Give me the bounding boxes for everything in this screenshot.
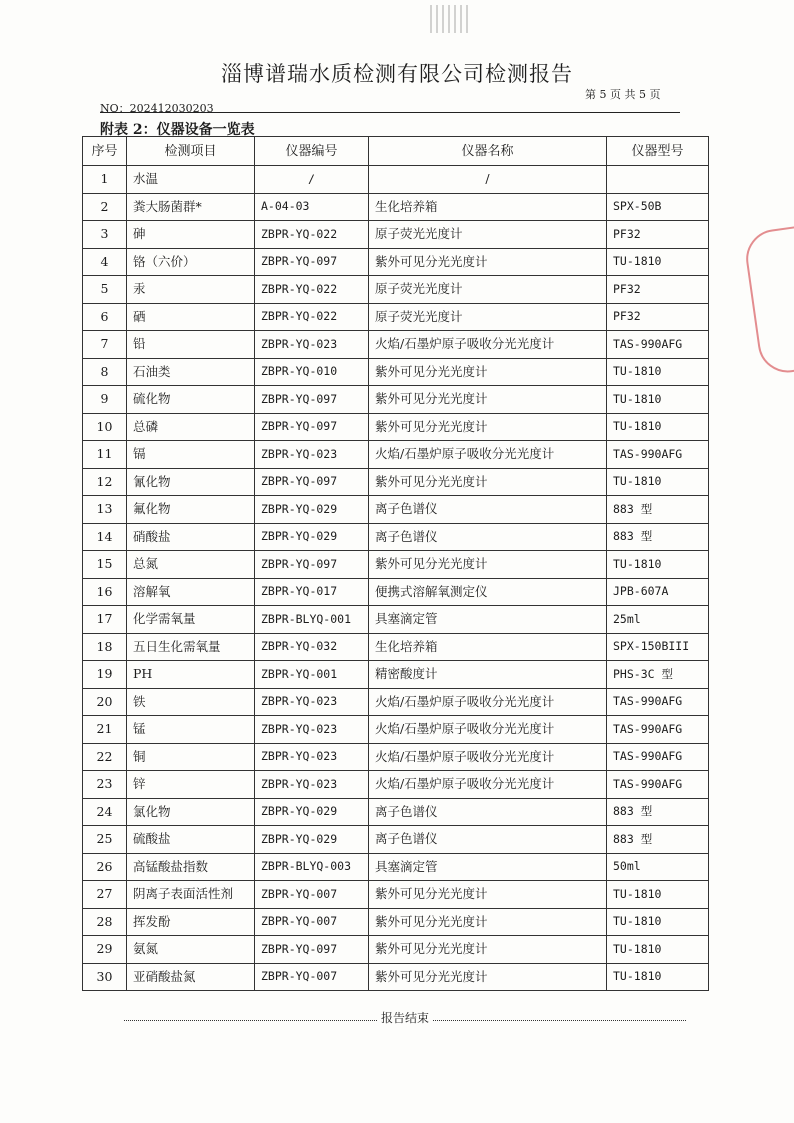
- cell-seq: 22: [83, 743, 127, 771]
- cell-test-item: 汞: [127, 276, 255, 304]
- cell-instrument-model: PF32: [607, 276, 709, 304]
- cell-instrument-name: 具塞滴定管: [369, 606, 607, 634]
- cell-seq: 27: [83, 881, 127, 909]
- cell-test-item: 砷: [127, 221, 255, 249]
- cell-instrument-model: TU-1810: [607, 248, 709, 276]
- cell-test-item: 硫酸盐: [127, 826, 255, 854]
- cell-instrument-model: 883 型: [607, 523, 709, 551]
- cell-test-item: 硝酸盐: [127, 523, 255, 551]
- cell-seq: 23: [83, 771, 127, 799]
- cell-seq: 7: [83, 331, 127, 359]
- table-row: [83, 606, 709, 634]
- cell-seq: 30: [83, 963, 127, 991]
- cell-instrument-code: ZBPR-YQ-097: [255, 413, 369, 441]
- table-row: [83, 248, 709, 276]
- cell-seq: 25: [83, 826, 127, 854]
- table-row: [83, 963, 709, 991]
- cell-instrument-name: 原子荧光光度计: [369, 276, 607, 304]
- cell-instrument-model: TU-1810: [607, 908, 709, 936]
- table-row: [83, 193, 709, 221]
- cell-instrument-model: TU-1810: [607, 413, 709, 441]
- cell-test-item: 铜: [127, 743, 255, 771]
- cell-seq: 14: [83, 523, 127, 551]
- cell-instrument-code: ZBPR-YQ-001: [255, 661, 369, 689]
- table-row: [83, 276, 709, 304]
- cell-instrument-model: TAS-990AFG: [607, 771, 709, 799]
- cell-seq: 9: [83, 386, 127, 414]
- cell-instrument-model: SPX-50B: [607, 193, 709, 221]
- cell-instrument-code: ZBPR-YQ-029: [255, 798, 369, 826]
- cell-instrument-code: ZBPR-YQ-029: [255, 523, 369, 551]
- cell-instrument-code: ZBPR-YQ-097: [255, 386, 369, 414]
- cell-test-item: 氰化物: [127, 468, 255, 496]
- cell-seq: 24: [83, 798, 127, 826]
- cell-instrument-model: [607, 166, 709, 194]
- table-row: [83, 853, 709, 881]
- cell-seq: 19: [83, 661, 127, 689]
- cell-instrument-code: ZBPR-YQ-022: [255, 303, 369, 331]
- cell-instrument-name: 离子色谱仪: [369, 798, 607, 826]
- cell-test-item: 锌: [127, 771, 255, 799]
- cell-seq: 21: [83, 716, 127, 744]
- table-row: [83, 633, 709, 661]
- cell-instrument-code: /: [255, 166, 369, 194]
- report-end-text: 报告结束: [381, 1011, 430, 1025]
- cell-test-item: 铬（六价）: [127, 248, 255, 276]
- table-row: [83, 166, 709, 194]
- cell-test-item: 溶解氧: [127, 578, 255, 606]
- dotted-leader-right: [433, 1014, 686, 1021]
- table-row: [83, 688, 709, 716]
- cell-test-item: 锰: [127, 716, 255, 744]
- table-row: [83, 881, 709, 909]
- cell-instrument-code: ZBPR-YQ-023: [255, 441, 369, 469]
- table-row: [83, 221, 709, 249]
- cell-seq: 6: [83, 303, 127, 331]
- table-row: [83, 826, 709, 854]
- cell-instrument-name: 紫外可见分光光度计: [369, 386, 607, 414]
- cell-instrument-name: 紫外可见分光光度计: [369, 358, 607, 386]
- cell-instrument-name: 离子色谱仪: [369, 496, 607, 524]
- table-row: [83, 661, 709, 689]
- cell-seq: 16: [83, 578, 127, 606]
- cell-instrument-code: ZBPR-YQ-097: [255, 551, 369, 579]
- cell-test-item: 硫化物: [127, 386, 255, 414]
- cell-test-item: 水温: [127, 166, 255, 194]
- col-header-seq: 序号: [83, 137, 127, 166]
- cell-instrument-code: ZBPR-YQ-007: [255, 908, 369, 936]
- cell-instrument-model: TAS-990AFG: [607, 688, 709, 716]
- cell-instrument-model: 883 型: [607, 496, 709, 524]
- cell-instrument-code: A-04-03: [255, 193, 369, 221]
- cell-instrument-name: 火焰/石墨炉原子吸收分光光度计: [369, 688, 607, 716]
- cell-seq: 29: [83, 936, 127, 964]
- cell-instrument-model: TAS-990AFG: [607, 716, 709, 744]
- cell-seq: 1: [83, 166, 127, 194]
- cell-seq: 5: [83, 276, 127, 304]
- cell-test-item: 高锰酸盐指数: [127, 853, 255, 881]
- cell-instrument-code: ZBPR-YQ-010: [255, 358, 369, 386]
- cell-instrument-code: ZBPR-YQ-023: [255, 716, 369, 744]
- table-row: [83, 523, 709, 551]
- cell-instrument-model: TAS-990AFG: [607, 743, 709, 771]
- cell-instrument-name: 紫外可见分光光度计: [369, 908, 607, 936]
- cell-instrument-model: PF32: [607, 303, 709, 331]
- cell-instrument-name: 具塞滴定管: [369, 853, 607, 881]
- cell-instrument-name: 紫外可见分光光度计: [369, 963, 607, 991]
- report-number: NO：202412030203: [100, 102, 214, 115]
- cell-test-item: 镉: [127, 441, 255, 469]
- cell-instrument-model: 883 型: [607, 826, 709, 854]
- cell-instrument-model: TU-1810: [607, 881, 709, 909]
- table-row: [83, 936, 709, 964]
- cell-instrument-code: ZBPR-YQ-029: [255, 826, 369, 854]
- cell-instrument-code: ZBPR-YQ-007: [255, 963, 369, 991]
- col-header-model: 仪器型号: [607, 137, 709, 166]
- cell-seq: 15: [83, 551, 127, 579]
- cell-instrument-model: TU-1810: [607, 936, 709, 964]
- cell-instrument-name: 紫外可见分光光度计: [369, 551, 607, 579]
- cell-instrument-code: ZBPR-YQ-097: [255, 936, 369, 964]
- cell-instrument-name: 紫外可见分光光度计: [369, 881, 607, 909]
- table-row: [83, 743, 709, 771]
- cell-test-item: 粪大肠菌群*: [127, 193, 255, 221]
- cell-instrument-code: ZBPR-YQ-032: [255, 633, 369, 661]
- cell-test-item: 化学需氧量: [127, 606, 255, 634]
- cell-instrument-name: 原子荧光光度计: [369, 221, 607, 249]
- table-row: [83, 358, 709, 386]
- cell-instrument-name: 离子色谱仪: [369, 826, 607, 854]
- cell-instrument-name: 火焰/石墨炉原子吸收分光光度计: [369, 331, 607, 359]
- cell-seq: 10: [83, 413, 127, 441]
- cell-instrument-code: ZBPR-YQ-022: [255, 221, 369, 249]
- cell-test-item: 铁: [127, 688, 255, 716]
- cell-instrument-model: 50ml: [607, 853, 709, 881]
- cell-seq: 3: [83, 221, 127, 249]
- cell-instrument-code: ZBPR-BLYQ-003: [255, 853, 369, 881]
- report-end-line: [120, 1009, 690, 1026]
- cell-instrument-name: 紫外可见分光光度计: [369, 413, 607, 441]
- table-row: [83, 331, 709, 359]
- cell-seq: 12: [83, 468, 127, 496]
- cell-test-item: 氟化物: [127, 496, 255, 524]
- cell-instrument-name: 便携式溶解氧测定仪: [369, 578, 607, 606]
- cell-instrument-code: ZBPR-YQ-023: [255, 743, 369, 771]
- cell-instrument-code: ZBPR-YQ-097: [255, 248, 369, 276]
- cell-instrument-name: 离子色谱仪: [369, 523, 607, 551]
- red-seal-stamp: [742, 224, 794, 377]
- table-row: [83, 386, 709, 414]
- cell-instrument-model: PF32: [607, 221, 709, 249]
- col-header-code: 仪器编号: [255, 137, 369, 166]
- cell-instrument-name: 紫外可见分光光度计: [369, 936, 607, 964]
- table-row: [83, 441, 709, 469]
- table-row: [83, 303, 709, 331]
- cell-instrument-model: TU-1810: [607, 386, 709, 414]
- cell-instrument-model: TU-1810: [607, 551, 709, 579]
- cell-instrument-name: 火焰/石墨炉原子吸收分光光度计: [369, 743, 607, 771]
- cell-instrument-name: 火焰/石墨炉原子吸收分光光度计: [369, 771, 607, 799]
- table-row: [83, 496, 709, 524]
- cell-instrument-model: TAS-990AFG: [607, 441, 709, 469]
- cell-test-item: 硒: [127, 303, 255, 331]
- dotted-leader-left: [124, 1014, 377, 1021]
- cell-test-item: PH: [127, 661, 255, 689]
- cell-instrument-name: 紫外可见分光光度计: [369, 248, 607, 276]
- instrument-table: [82, 136, 709, 991]
- cell-seq: 11: [83, 441, 127, 469]
- cell-instrument-name: 火焰/石墨炉原子吸收分光光度计: [369, 441, 607, 469]
- table-row: [83, 798, 709, 826]
- header-rule: [100, 112, 680, 113]
- cell-instrument-model: TU-1810: [607, 468, 709, 496]
- cell-seq: 26: [83, 853, 127, 881]
- table-row: [83, 578, 709, 606]
- cell-instrument-code: ZBPR-YQ-023: [255, 771, 369, 799]
- cell-test-item: 阴离子表面活性剂: [127, 881, 255, 909]
- table-row: [83, 716, 709, 744]
- scan-artifact: [430, 5, 470, 33]
- cell-instrument-code: ZBPR-YQ-017: [255, 578, 369, 606]
- cell-seq: 18: [83, 633, 127, 661]
- cell-instrument-name: 原子荧光光度计: [369, 303, 607, 331]
- cell-instrument-name: /: [369, 166, 607, 194]
- cell-instrument-name: 火焰/石墨炉原子吸收分光光度计: [369, 716, 607, 744]
- table-header-row: [83, 137, 709, 166]
- cell-instrument-code: ZBPR-BLYQ-001: [255, 606, 369, 634]
- cell-instrument-model: TAS-990AFG: [607, 331, 709, 359]
- cell-test-item: 氯化物: [127, 798, 255, 826]
- cell-seq: 2: [83, 193, 127, 221]
- table-row: [83, 413, 709, 441]
- cell-instrument-model: PHS-3C 型: [607, 661, 709, 689]
- cell-instrument-code: ZBPR-YQ-023: [255, 331, 369, 359]
- cell-test-item: 氨氮: [127, 936, 255, 964]
- table-row: [83, 468, 709, 496]
- cell-test-item: 亚硝酸盐氮: [127, 963, 255, 991]
- cell-test-item: 总氮: [127, 551, 255, 579]
- cell-instrument-code: ZBPR-YQ-097: [255, 468, 369, 496]
- cell-instrument-code: ZBPR-YQ-022: [255, 276, 369, 304]
- cell-test-item: 挥发酚: [127, 908, 255, 936]
- cell-test-item: 总磷: [127, 413, 255, 441]
- table-row: [83, 908, 709, 936]
- cell-test-item: 铅: [127, 331, 255, 359]
- col-header-item: 检测项目: [127, 137, 255, 166]
- cell-seq: 8: [83, 358, 127, 386]
- cell-seq: 13: [83, 496, 127, 524]
- cell-instrument-name: 紫外可见分光光度计: [369, 468, 607, 496]
- cell-instrument-model: TU-1810: [607, 963, 709, 991]
- cell-instrument-code: ZBPR-YQ-007: [255, 881, 369, 909]
- cell-instrument-name: 生化培养箱: [369, 633, 607, 661]
- table-body: [83, 166, 709, 991]
- cell-seq: 17: [83, 606, 127, 634]
- cell-instrument-model: JPB-607A: [607, 578, 709, 606]
- cell-instrument-model: 883 型: [607, 798, 709, 826]
- cell-instrument-code: ZBPR-YQ-023: [255, 688, 369, 716]
- cell-instrument-name: 生化培养箱: [369, 193, 607, 221]
- cell-seq: 20: [83, 688, 127, 716]
- cell-test-item: 五日生化需氧量: [127, 633, 255, 661]
- cell-instrument-model: TU-1810: [607, 358, 709, 386]
- page-info: 第 5 页 共 5 页: [585, 88, 661, 101]
- appendix-title: 附表 2：仪器设备一览表: [100, 122, 255, 138]
- report-title: 淄博谱瑞水质检测有限公司检测报告: [221, 62, 573, 86]
- cell-seq: 28: [83, 908, 127, 936]
- cell-test-item: 石油类: [127, 358, 255, 386]
- cell-instrument-name: 精密酸度计: [369, 661, 607, 689]
- col-header-name: 仪器名称: [369, 137, 607, 166]
- cell-instrument-model: 25ml: [607, 606, 709, 634]
- table-row: [83, 771, 709, 799]
- cell-instrument-model: SPX-150BIII: [607, 633, 709, 661]
- cell-seq: 4: [83, 248, 127, 276]
- table-row: [83, 551, 709, 579]
- cell-instrument-code: ZBPR-YQ-029: [255, 496, 369, 524]
